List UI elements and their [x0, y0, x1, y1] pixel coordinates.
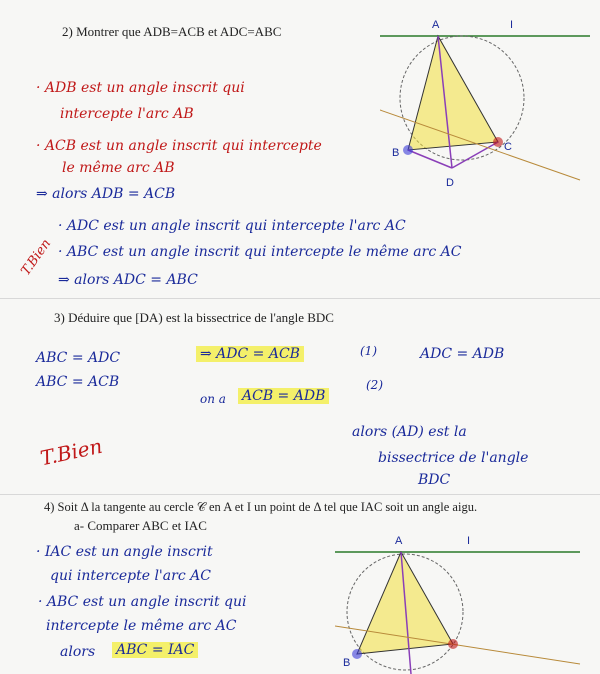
divider-1: [0, 298, 600, 299]
label-i: I: [510, 19, 514, 31]
q4-hand-5: ABC = IAC: [112, 642, 198, 658]
q3-grade-note: T.Bien: [38, 433, 105, 471]
q4-hand-4: intercepte le même arc AC: [46, 618, 237, 634]
figure-top: [380, 10, 595, 200]
q4-hand-5-prefix: alors: [60, 644, 96, 660]
label-d: D: [446, 177, 454, 189]
angle-mark-b: [403, 145, 413, 155]
q4-prompt: 4) Soit Δ la tangente au cercle 𝒞 en A et I un point de Δ tel que IAC soit un angle aigu.: [44, 500, 478, 514]
figure-bottom: [335, 528, 585, 674]
q3-result-2: ACB = ADB: [238, 388, 329, 404]
q2-hand-5: ⇒ alors ADB = ACB: [36, 186, 176, 202]
q3-result-2-prefix: on a: [200, 392, 226, 406]
q3-system-2: ABC = ACB: [36, 374, 120, 390]
label-c: C: [504, 141, 512, 153]
angle-mark-c-2: [448, 639, 458, 649]
divider-2: [0, 494, 600, 495]
label-i-2: I: [467, 535, 471, 547]
q2-hand-8: ⇒ alors ADC = ABC: [58, 272, 198, 288]
q3-conclusion-1: alors (AD) est la: [352, 424, 467, 440]
q4-hand-2: qui intercepte l'arc AC: [50, 568, 211, 584]
q3-result-1: ⇒ ADC = ACB: [196, 346, 304, 362]
q4-hand-1: · IAC est un angle inscrit: [36, 544, 213, 560]
q2-hand-3: · ACB est un angle inscrit qui intercepte: [36, 138, 322, 154]
q3-prompt: 3) Déduire que [DA) est la bissectrice de l'angle BDC: [54, 310, 334, 325]
segment-bd: [408, 150, 452, 168]
q3-conclusion-angle: ADC = ADB: [420, 346, 505, 362]
q2-prompt: 2) Montrer que ADB=ACB et ADC=ABC: [62, 24, 282, 39]
triangle-abc: [408, 36, 498, 150]
angle-mark-c: [493, 137, 503, 147]
q3-result-1-num: (1): [360, 344, 377, 358]
q3-result-2-num: (2): [366, 378, 383, 392]
q2-hand-6: · ADC est un angle inscrit qui intercepte l'arc AC: [58, 218, 406, 234]
q3-conclusion-2: bissectrice de l'angle: [378, 450, 529, 466]
label-b-2: B: [343, 657, 351, 669]
q2-hand-4: le même arc AB: [62, 160, 175, 176]
angle-mark-b-2: [352, 649, 362, 659]
q2-hand-2: intercepte l'arc AB: [60, 106, 194, 122]
q3-conclusion-3: BDC: [418, 472, 451, 488]
q3-system-1: ABC = ADC: [36, 350, 121, 366]
q2-hand-1: · ADB est un angle inscrit qui: [36, 80, 245, 96]
q2-margin-note: T.Bien: [18, 236, 55, 279]
q4-sub: a- Comparer ABC et IAC: [74, 518, 207, 533]
label-b: B: [392, 147, 400, 159]
q4-hand-3: · ABC est un angle inscrit qui: [38, 594, 247, 610]
q2-hand-7: · ABC est un angle inscrit qui intercepte le même arc AC: [58, 244, 462, 260]
label-a-2: A: [395, 535, 403, 547]
label-a: A: [432, 19, 440, 31]
